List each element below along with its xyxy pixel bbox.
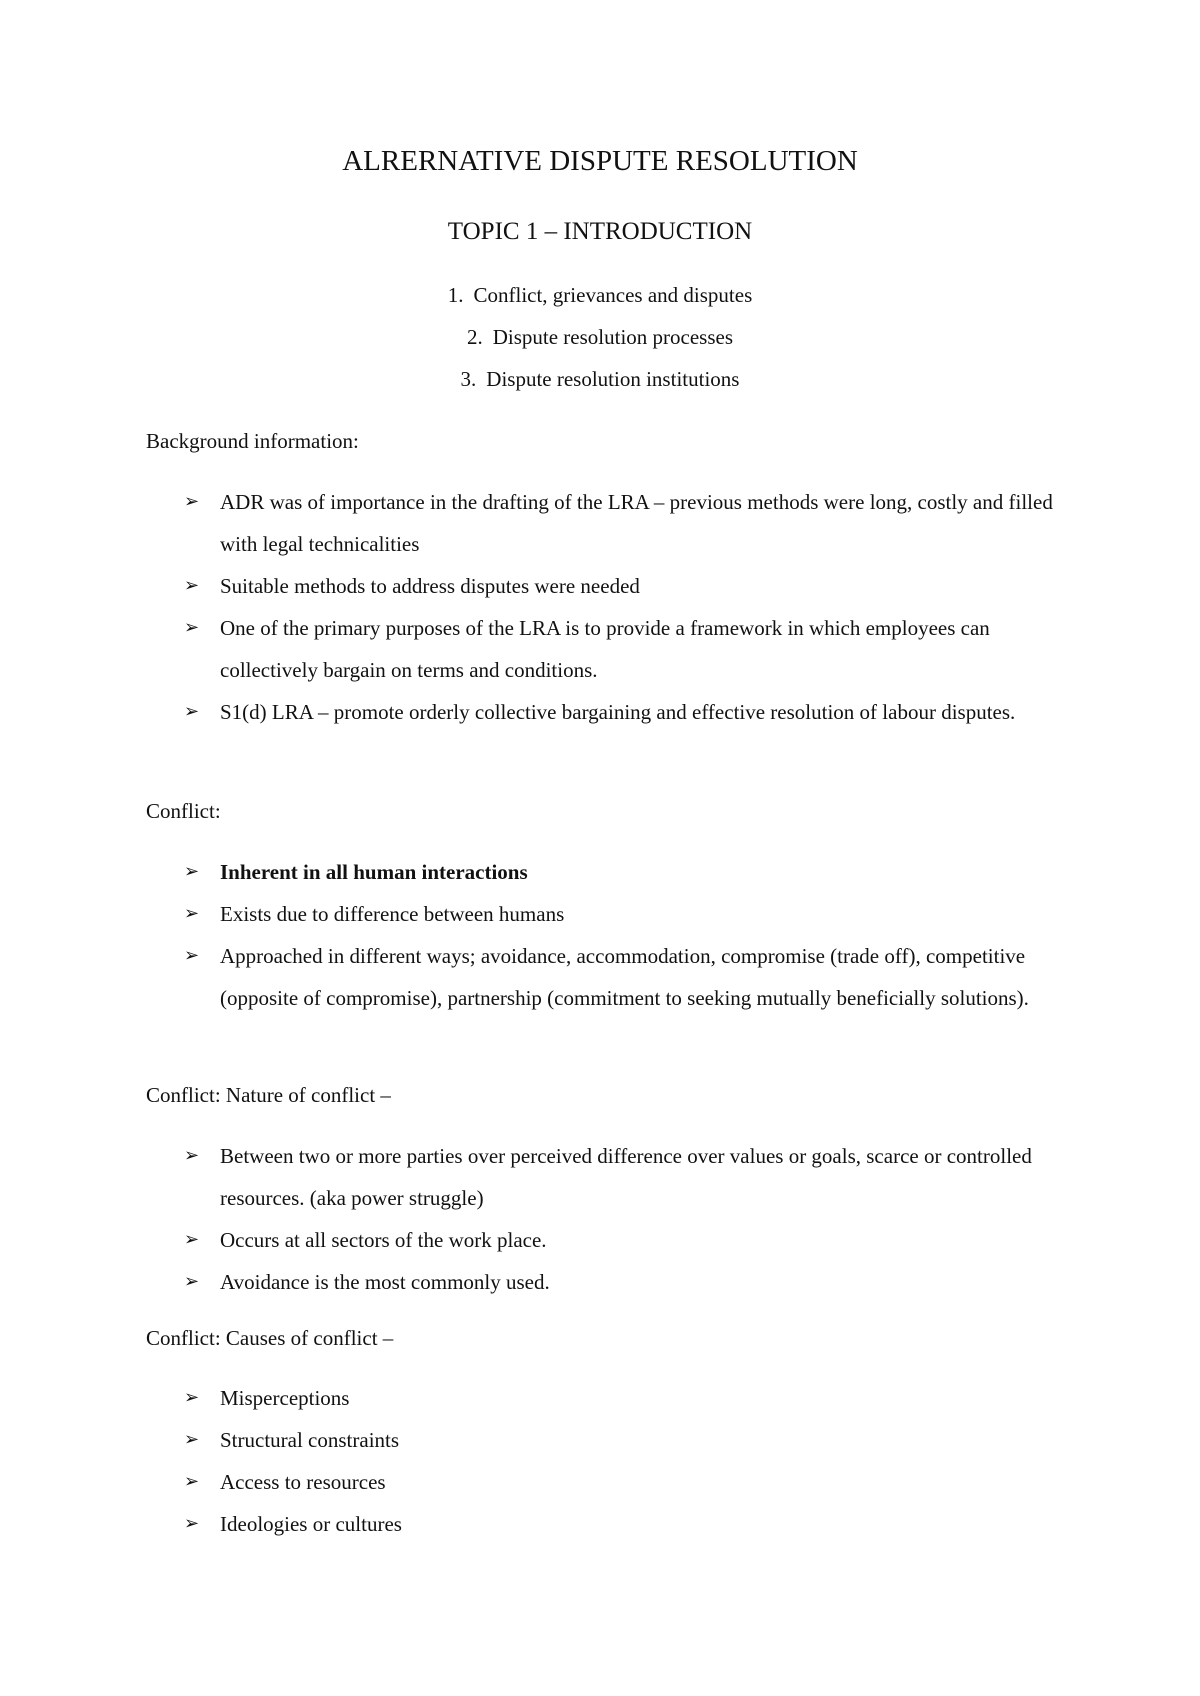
- outline-text: Dispute resolution processes: [492, 325, 734, 349]
- outline-number: 3.: [460, 367, 477, 391]
- arrow-bullet-icon: ➢: [184, 1387, 200, 1408]
- outline-number: 1.: [447, 283, 464, 307]
- bullet-text: Between two or more parties over perceived difference over values or goals, scarce or controlled resources. (aka power struggle): [220, 1144, 1032, 1210]
- list-item: [184, 1261, 1084, 1303]
- arrow-bullet-icon: ➢: [184, 575, 200, 596]
- list-item: [184, 851, 1084, 893]
- topic-heading: TOPIC 1 – INTRODUCTION: [447, 218, 753, 245]
- list-item: [184, 935, 1084, 1019]
- arrow-bullet-icon: ➢: [184, 861, 200, 882]
- bullet-text: Exists due to difference between humans: [220, 902, 565, 926]
- list-item: [184, 1135, 1084, 1219]
- arrow-bullet-icon: ➢: [184, 1271, 200, 1292]
- background-bullet-list: [184, 481, 1084, 733]
- section-heading-conflict: Conflict:: [146, 799, 221, 823]
- arrow-bullet-icon: ➢: [184, 945, 200, 966]
- list-item: [184, 1219, 1084, 1261]
- arrow-bullet-icon: ➢: [184, 1145, 200, 1166]
- bullet-text: Occurs at all sectors of the work place.: [220, 1228, 547, 1252]
- bullet-text: Structural constraints: [220, 1428, 400, 1452]
- list-item: [184, 1503, 1084, 1545]
- bullet-text: Misperceptions: [220, 1386, 350, 1410]
- list-item: [184, 481, 1084, 565]
- document-title: ALRERNATIVE DISPUTE RESOLUTION: [342, 145, 858, 177]
- arrow-bullet-icon: ➢: [184, 491, 200, 512]
- outline-text: Conflict, grievances and disputes: [473, 283, 753, 307]
- list-item: [184, 691, 1084, 733]
- bullet-text: Avoidance is the most commonly used.: [220, 1270, 550, 1294]
- arrow-bullet-icon: ➢: [184, 1229, 200, 1250]
- bullet-text: Suitable methods to address disputes were needed: [220, 574, 640, 598]
- list-item: [184, 607, 1084, 691]
- bullet-text: Approached in different ways; avoidance, accommodation, compromise (trade off), competitive (opposite of compromise), partnership (commitment to seeking mutually beneficially solutions).: [220, 944, 1029, 1010]
- topic-outline-list: [0, 281, 1200, 407]
- outline-item: [0, 323, 1200, 365]
- arrow-bullet-icon: ➢: [184, 1429, 200, 1450]
- bullet-text: ADR was of importance in the drafting of the LRA – previous methods were long, costly and filled with legal technicalities: [220, 490, 1053, 556]
- outline-item: [0, 365, 1200, 407]
- bullet-text: Inherent in all human interactions: [220, 860, 528, 884]
- arrow-bullet-icon: ➢: [184, 903, 200, 924]
- conflict-bullet-list: [184, 851, 1084, 1019]
- arrow-bullet-icon: ➢: [184, 1513, 200, 1534]
- outline-item: [0, 281, 1200, 323]
- nature-bullet-list: [184, 1135, 1084, 1303]
- section-heading-causes-of-conflict: Conflict: Causes of conflict –: [146, 1326, 394, 1350]
- list-item: [184, 1377, 1084, 1419]
- arrow-bullet-icon: ➢: [184, 617, 200, 638]
- bullet-text: Ideologies or cultures: [220, 1512, 402, 1536]
- causes-bullet-list: [184, 1377, 1084, 1545]
- list-item: [184, 565, 1084, 607]
- section-heading-nature-of-conflict: Conflict: Nature of conflict –: [146, 1083, 391, 1107]
- bullet-text: S1(d) LRA – promote orderly collective bargaining and effective resolution of labour disputes.: [220, 700, 1016, 724]
- list-item: [184, 1419, 1084, 1461]
- arrow-bullet-icon: ➢: [184, 1471, 200, 1492]
- arrow-bullet-icon: ➢: [184, 701, 200, 722]
- list-item: [184, 893, 1084, 935]
- bullet-text: Access to resources: [220, 1470, 386, 1494]
- outline-text: Dispute resolution institutions: [486, 367, 740, 391]
- outline-number: 2.: [466, 325, 483, 349]
- list-item: [184, 1461, 1084, 1503]
- section-heading-background: Background information:: [146, 429, 359, 453]
- bullet-text: One of the primary purposes of the LRA is to provide a framework in which employees can collectively bargain on terms and conditions.: [220, 616, 990, 682]
